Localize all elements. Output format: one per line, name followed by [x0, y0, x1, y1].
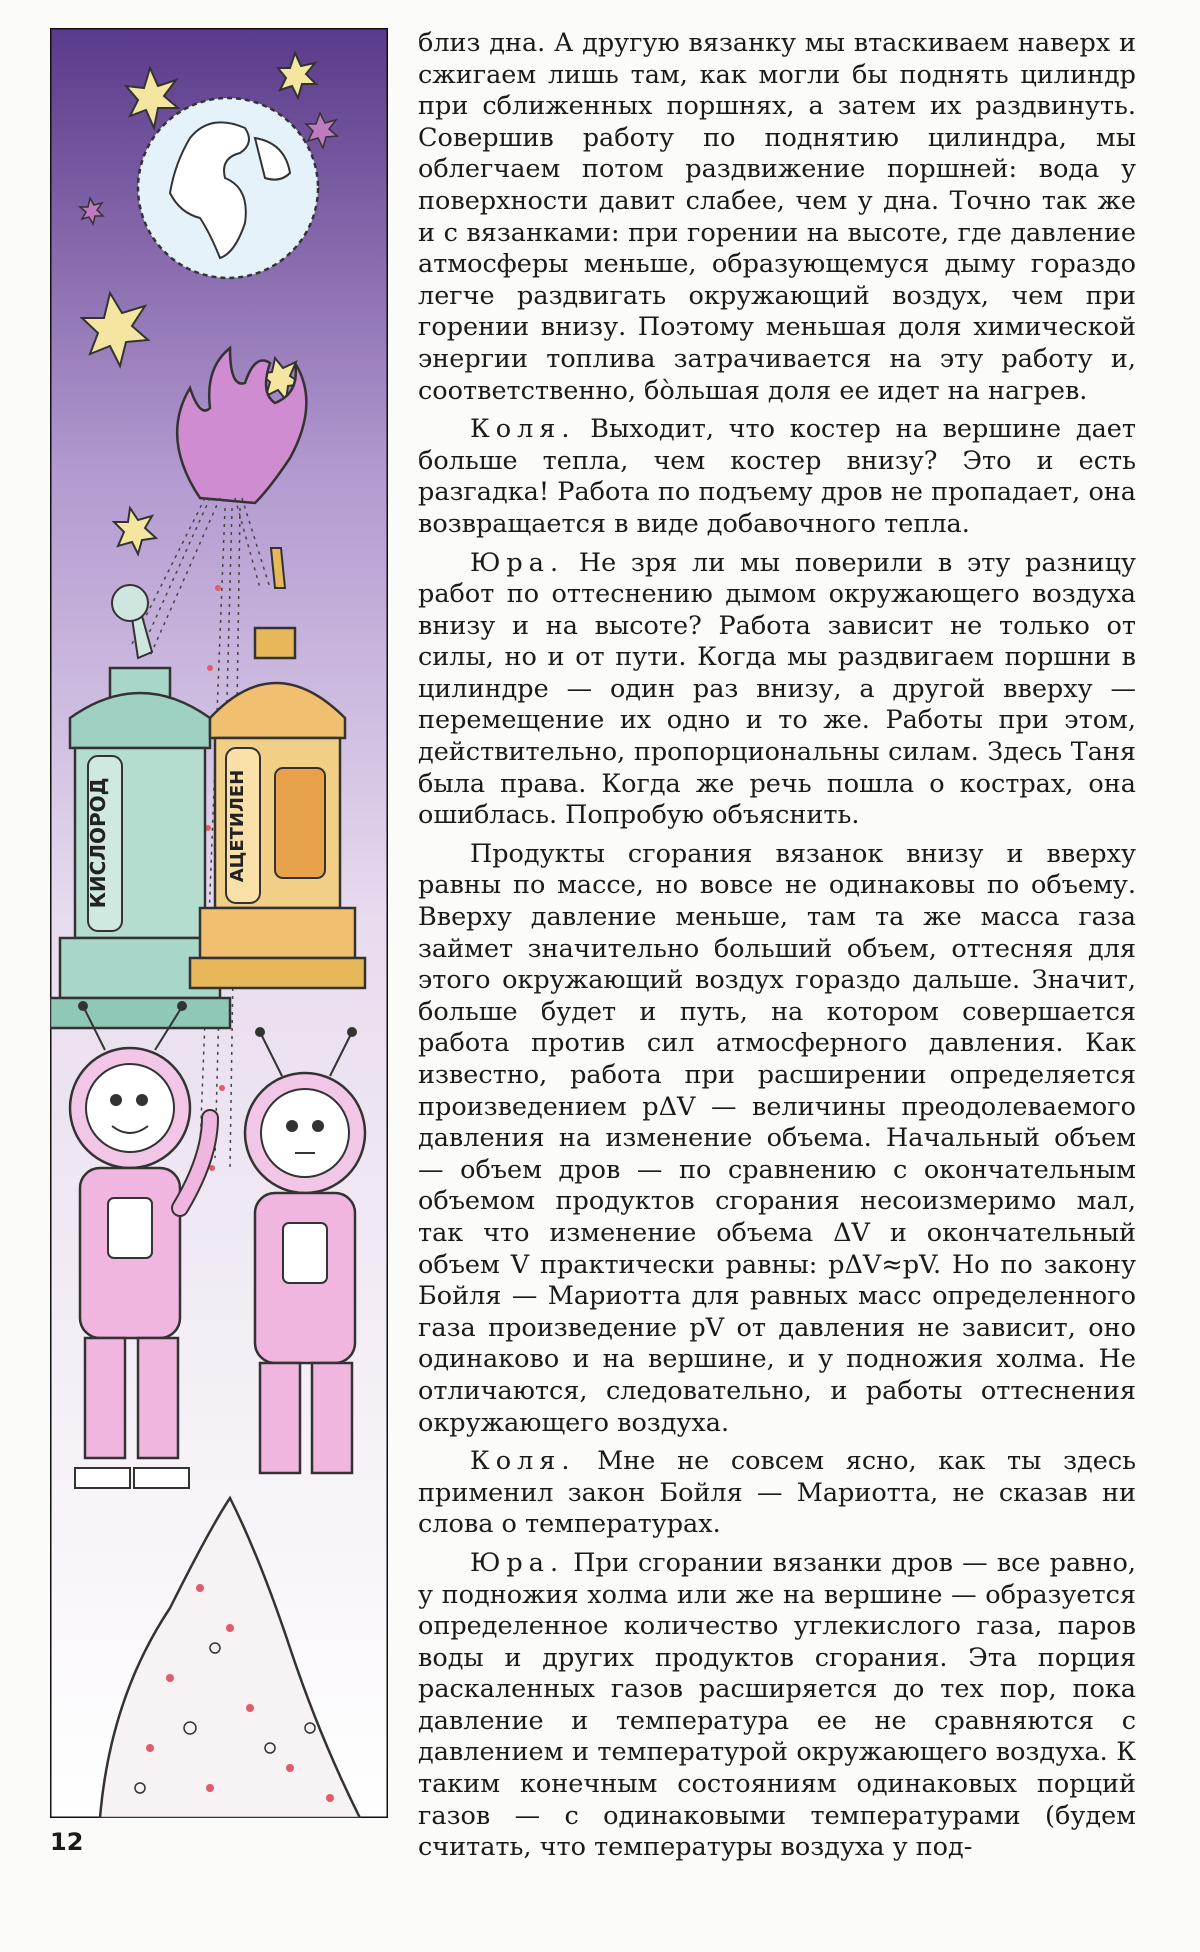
paragraph-1: близ дна. А другую вязанку мы втаскиваем наверх и сжигаем лишь там, как могли бы поднять цилиндр при сближенных поршнях, а затем их раздвинуть. Совершив работу по поднятию цилиндра, мы облегчаем потом раздвижение поршней: вода у поверхности давит слабее, чем у дна. Точно так же и с вязанками: при горении на высоте, где давление атмосферы меньше, образующемуся дыму гораздо легче раздвигать окружающий воздух, чем при горении внизу. Поэтому меньшая доля химической энергии топлива затрачивается на эту работу и, соответственно, бо̀льшая доля ее идет на нагрев.: [418, 28, 1136, 406]
paragraph-4: Продукты сгорания вязанок внизу и вверху равны по массе, но вовсе не одинаковы по объему. Вверху давление меньше, там та же масса газа займет значительно больший объем, оттесняя для этого окружающий воздух гораздо дальше. Значит, больше будет и путь, на котором совершается работа против сил атмосферного давления. Как известно, работа при расширении определяется произведением pΔV — величины преодолеваемого давления на изменение объема. Начальный объем — объем дров — по сравнению с окончательным объемом продуктов сгорания несоизмеримо мал, так что изменение объема ΔV и окончательный объем V практически равны: pΔV≈pV. Но по закону Бойля — Мариотта для равных масс определенного газа произведение pV от давления не зависит, оно одинаково и на вершине, и у подножия холма. Не отличаются, следовательно, и работы оттеснения окружающего воздуха.: [418, 838, 1136, 1438]
paragraph-2: Коля. Выходит, что костер на вершине дает больше тепла, чем костер внизу? Это и есть разгадка! Работа по подъему дров не пропадает, она возвращается в виде добавочного тепла.: [418, 414, 1136, 539]
oxygen-label: КИСЛОРОД: [86, 777, 110, 909]
earth-globe: [138, 98, 318, 278]
page-number: 12: [50, 1828, 84, 1856]
speaker-label: Юра.: [470, 547, 565, 578]
speaker-label: Юра.: [470, 1547, 565, 1578]
paragraph-6: Юра. При сгорании вязанки дров — все равно, у подножия холма или же на вершине — образуется определенное количество углекислого газа, паров воды и других продуктов сгорания. Эта порция раскаленных газов расширяется до тех пор, пока давление и температура ее не сравняются с давлением и температурой окружающего воздуха. К таким конечным состояниям одинаковых порций газов — с одинаковыми температурами (будем считать, что температуры воздуха у под-: [418, 1547, 1136, 1863]
speaker-label: Коля.: [470, 1446, 576, 1477]
paragraph-3: Юра. Не зря ли мы поверили в эту разницу работ по оттеснению дымом окружающего воздуха внизу и на высоте? Работа зависит не только от силы, но и от пути. Когда мы раздвигаем поршни в цилиндре — один раз внизу, а другой вверху — перемещение их одно и то же. Работы при этом, действительно, пропорциональны силам. Здесь Таня была права. Когда же речь пошла о кострах, она ошиблась. Попробую объяснить.: [418, 547, 1136, 831]
text-column: [418, 28, 1136, 1864]
speaker-label: Коля.: [470, 414, 576, 445]
paragraph-5: Коля. Мне не совсем ясно, как ты здесь применил закон Бойля — Мариотта, не сказав ни слова о температурах.: [418, 1446, 1136, 1540]
acetylene-label: АЦЕТИЛЕН: [227, 769, 248, 883]
space-illustration: [50, 28, 388, 1818]
